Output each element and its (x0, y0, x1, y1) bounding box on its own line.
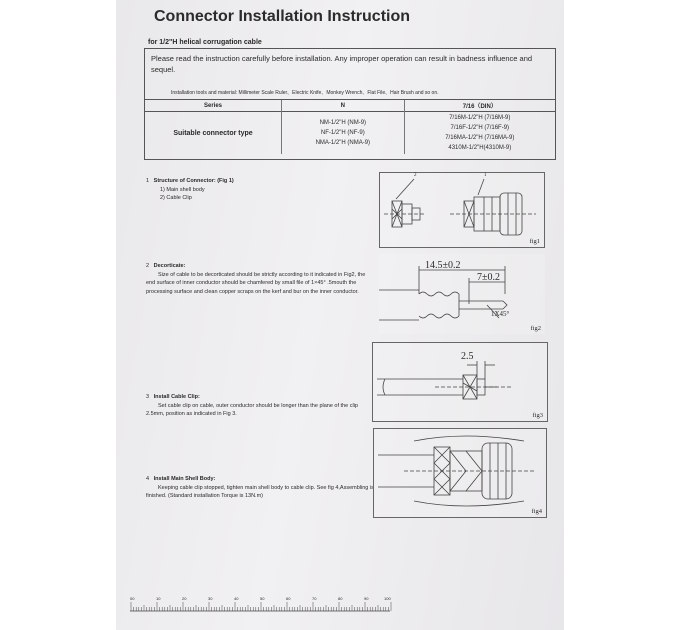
section-structure (146, 177, 346, 203)
section-body: Keeping cable clip stopped, tighten main shell body to cable clip. See fig 4,Assembling is finished. (Standard installation Torque is 13N.m) (146, 484, 374, 499)
section-main-shell (146, 475, 374, 501)
tools-text: Installation tools and material: Millimeter Scale Ruler、Electric Knife、Monkey Wrench、Flat File、Hair Brush and so on. (171, 90, 439, 96)
table-header-row (145, 100, 555, 112)
section-decorticate (146, 262, 372, 296)
ruler-label: 20 (182, 596, 187, 601)
instruction-sheet (116, 0, 564, 630)
figure-label: fig4 (531, 508, 542, 515)
connector-structure-drawing (380, 173, 546, 249)
ruler-label: 40 (234, 596, 239, 601)
decorticate-drawing (379, 254, 545, 334)
n-type: NM-1/2"H (NM-9) (319, 120, 367, 126)
section-heading: Decorticate: (153, 263, 186, 269)
n-type: NMA-1/2"H (NMA-9) (315, 140, 371, 146)
callout-label: 1 (484, 173, 487, 178)
figure-4 (373, 428, 547, 518)
ruler-label: 10 (156, 596, 161, 601)
figure-label: fig1 (529, 238, 540, 245)
table-row (145, 112, 555, 155)
structure-item: 2) Cable Clip (160, 195, 192, 201)
connector-type-table (145, 99, 555, 154)
section-number: 4 (146, 476, 150, 482)
section-number: 2 (146, 263, 150, 269)
din-type: 7/16M-1/2"H (7/16M-9) (449, 115, 511, 121)
main-shell-drawing (374, 429, 548, 519)
din-type: 7/16F-1/2"H (7/16F-9) (450, 125, 510, 131)
dimension-total: 14.5±0.2 (425, 260, 461, 271)
figure-label: fig2 (530, 325, 541, 332)
figure-1 (379, 172, 545, 248)
n-types-cell (282, 112, 405, 155)
millimeter-ruler (130, 596, 392, 612)
table-header-n: N (282, 100, 405, 112)
ruler-label: 30 (208, 596, 213, 601)
din-type: 4310M-1/2"H(4310M-9) (448, 145, 512, 151)
section-heading: Install Cable Clip: (153, 394, 200, 400)
ruler-label: 50 (260, 596, 265, 601)
figure-label: fig3 (532, 412, 543, 419)
n-type: NF-1/2"H (NF-9) (320, 130, 365, 136)
page-title: Connector Installation Instruction (154, 8, 411, 25)
dimension-inner: 7±0.2 (477, 272, 500, 283)
ruler-label: 100 (384, 596, 391, 601)
section-cable-clip (146, 393, 372, 419)
ruler-label: 80 (338, 596, 343, 601)
section-heading: Install Main Shell Body: (153, 476, 216, 482)
section-body: Set cable clip on cable, outer conductor should be longer than the plane of the clip 2.5mm, position as indicated in Fig 3. (146, 402, 358, 417)
ruler-label: 90 (364, 596, 369, 601)
cable-subtitle: for 1/2"H helical corrugation cable (148, 39, 262, 46)
clip-dimension: 2.5 (461, 351, 474, 362)
din-types-cell (404, 112, 555, 155)
row-label: Suitable connector type (145, 112, 282, 155)
din-type: 7/16MA-1/2"H (7/16MA-9) (445, 135, 515, 141)
section-number: 3 (146, 394, 150, 400)
ruler-label: 70 (312, 596, 317, 601)
ruler-label: 00 (130, 596, 135, 601)
section-body: Size of cable to be decorticated should be strictly according to it indicated in Fig2, the end surface of inner conductor should be chamfered by small file of 1×45° .5mouth the processing surface and clean copper scraps on the kerf and bur on the inner conductor. (146, 271, 366, 295)
ruler-label: 60 (286, 596, 291, 601)
figure-2 (379, 254, 545, 334)
structure-item: 1) Main shell body (160, 186, 205, 193)
callout-label: 2 (414, 173, 417, 178)
table-header-din: 7/16（DIN） (404, 100, 555, 112)
notice-box (144, 48, 556, 160)
table-header-series: Series (145, 100, 282, 112)
section-heading: Structure of Connector: (Fig 1) (153, 178, 234, 184)
figure-3 (372, 342, 548, 422)
chamfer-label: 1X45° (491, 310, 510, 318)
section-number: 1 (146, 178, 150, 184)
warning-text: Please read the instruction carefully before installation. Any improper operation can result in badness influence and sequel. (151, 54, 533, 74)
